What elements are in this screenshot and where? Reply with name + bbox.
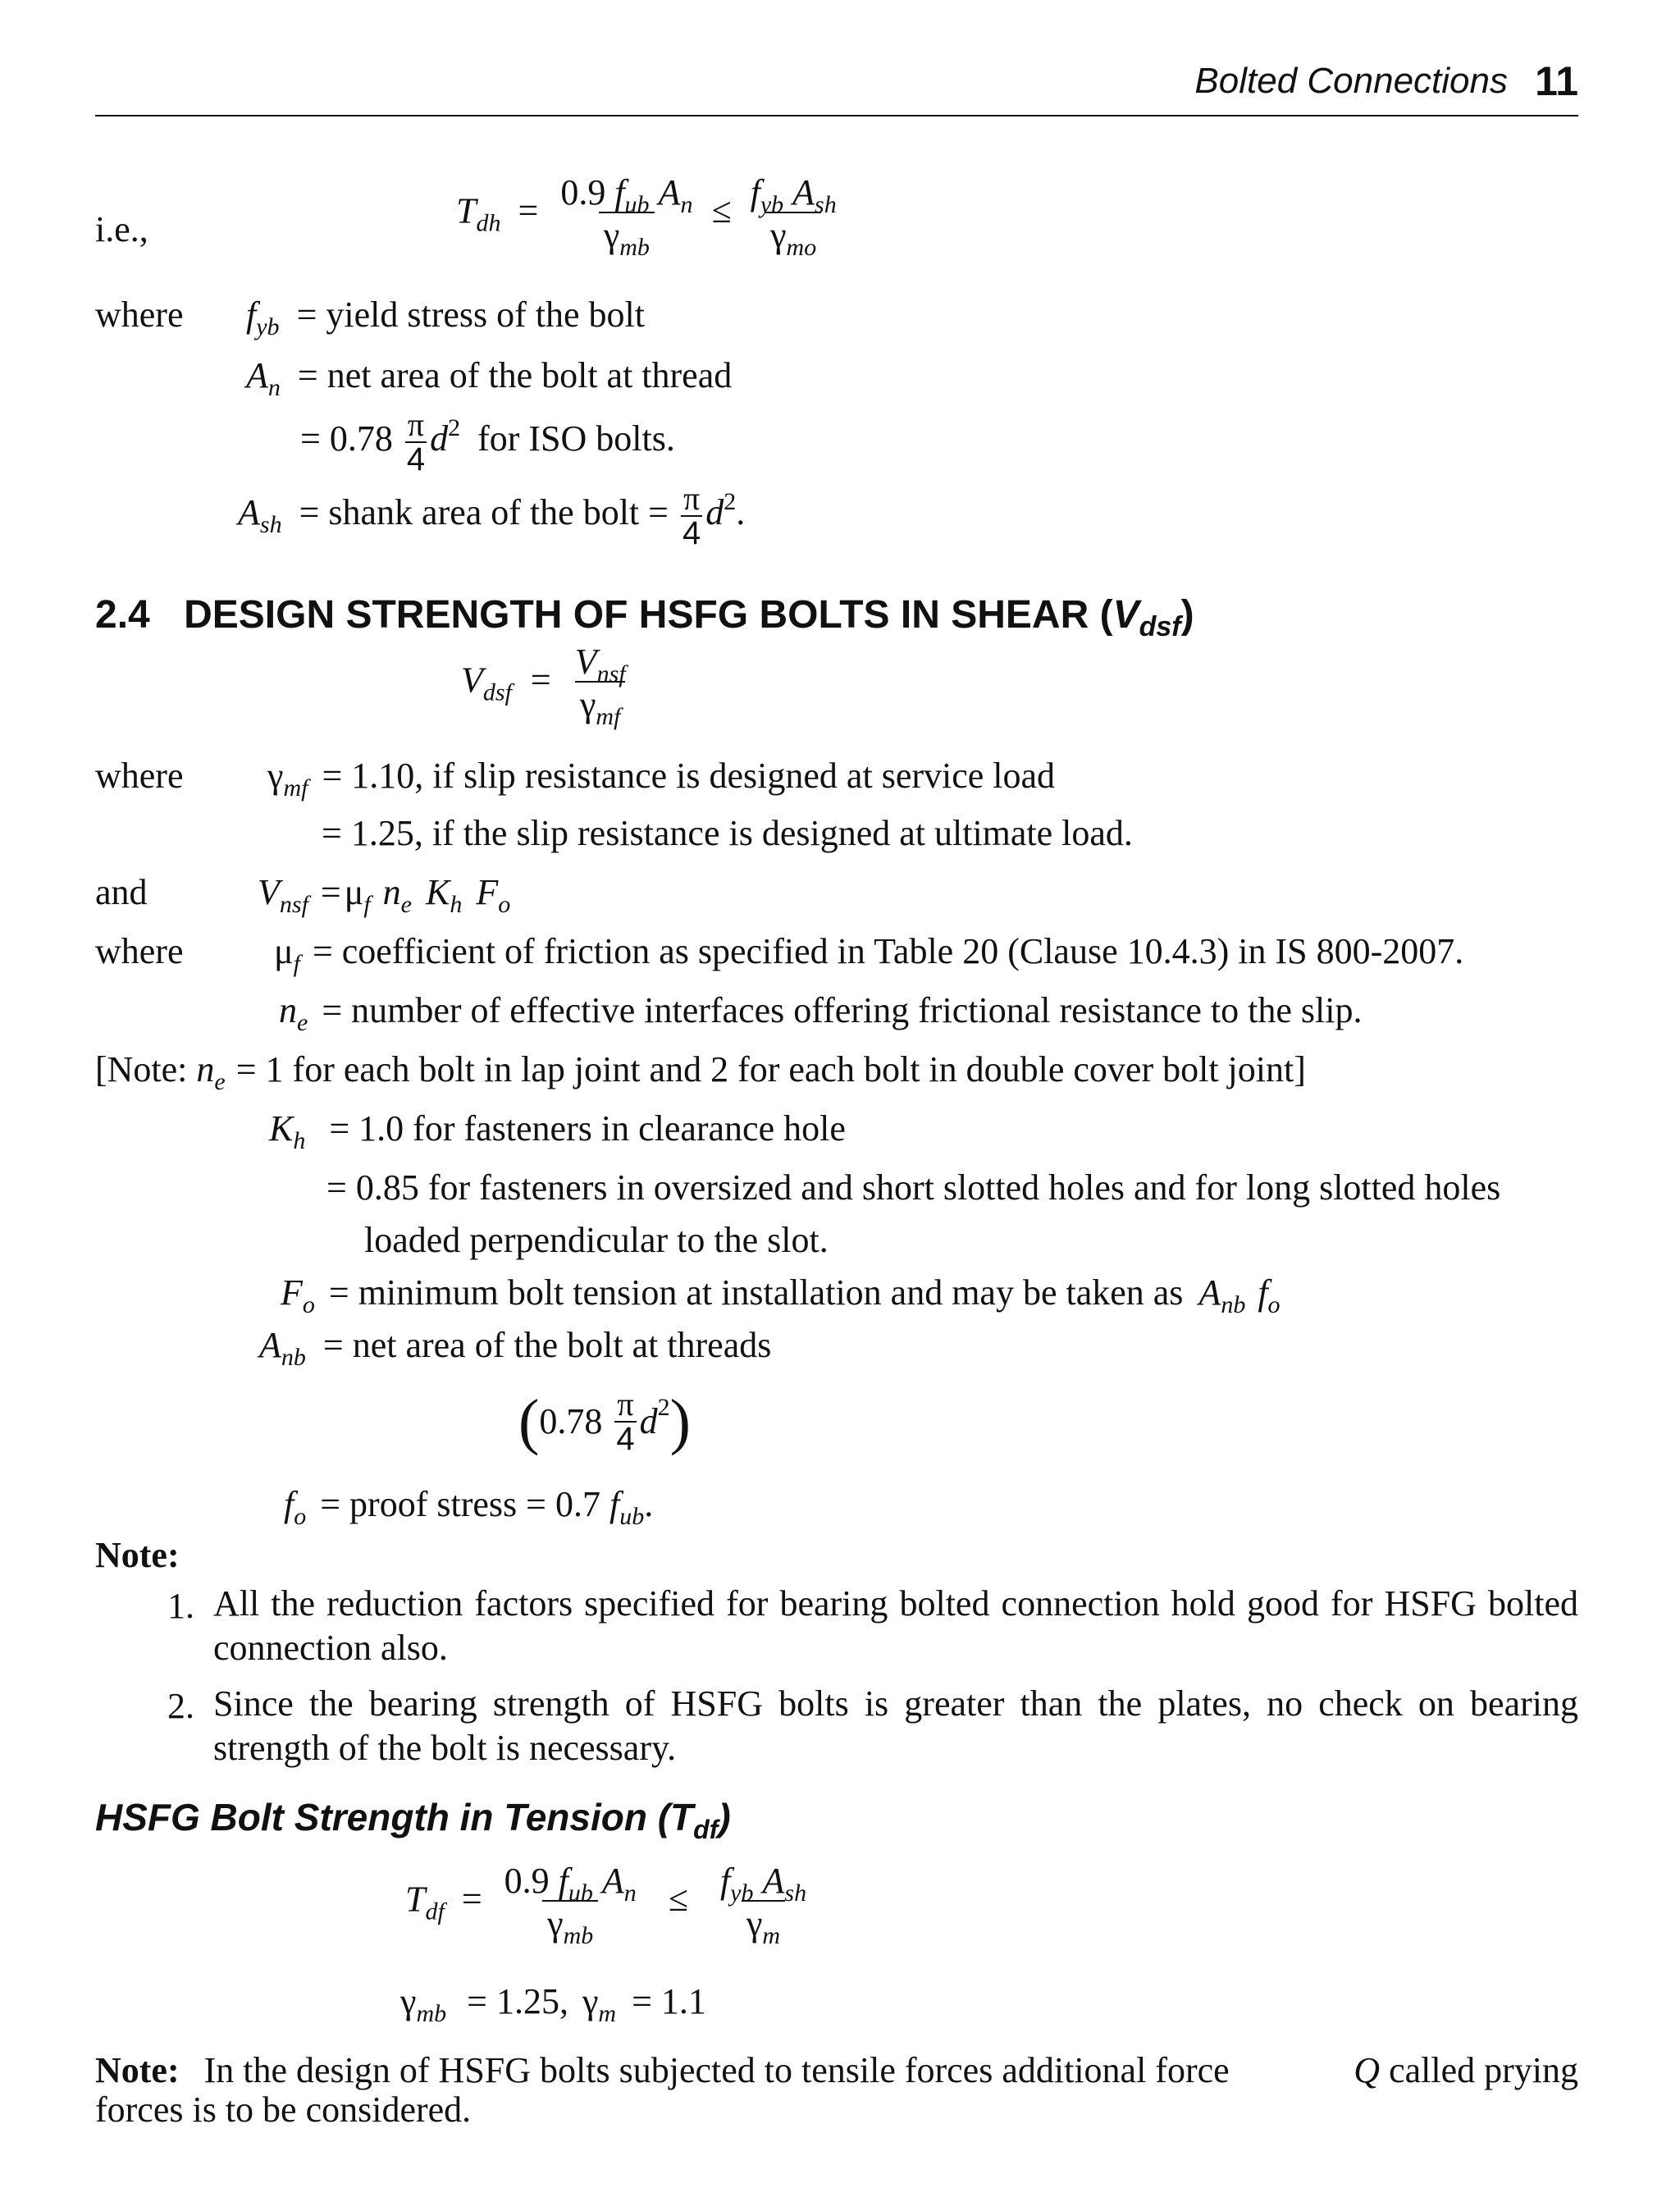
def-ash: $A_{sh}$ = shank area of the bolt = $\frac{\pi}{4}$ $d^2$. <box>238 480 746 551</box>
note-item-1: All the reduction factors specified for bearing bolted connection hold good for HSFG bolted connection also. <box>213 1583 1578 1668</box>
anb-formula: (0.78 $\frac{\pi}{4}$ $d^2$) <box>518 1386 691 1457</box>
where-label-3: where <box>95 931 184 971</box>
def-fyb: $f_{yb}$ = yield stress of the bolt <box>246 295 645 340</box>
note-number-1: 1. <box>167 1586 194 1626</box>
pi-over-4: $\frac{\pi}{4}$ <box>406 406 426 477</box>
def-kh-1: $K_h = 1.0$ for fasteners in clearance hole <box>269 1108 846 1154</box>
notes-label: Note: <box>95 1535 180 1575</box>
fraction-tdf-left: $\frac{0.9 f_{ub} A_n}{\gamma_{mb}}$ <box>504 1861 637 1950</box>
and-label: and <box>95 872 148 912</box>
header-rule <box>95 115 1578 116</box>
def-fo: $F_o$ = minimum bolt tension at installation and may be taken as $A_{nb}$ $f_o$ <box>281 1272 1281 1318</box>
fraction-vdsf: $\frac{V_{nsf}}{\gamma_{mf}}$ <box>574 642 626 731</box>
section-heading: 2.4 DESIGN STRENGTH OF HSFG BOLTS IN SHEAR $(V_{dsf})$ <box>95 593 1194 642</box>
def-kh-2: = 0.85 for fasteners in oversized and short slotted holes and for long slotted holes <box>326 1167 1501 1208</box>
def-mu: $\mu_f$ = coefficient of friction as specified in Table 20 (Clause 10.4.3) in IS 800-2007. <box>274 931 1464 977</box>
def-ne: $n_e$ = number of effective interfaces offering frictional resistance to the slip. <box>279 990 1363 1036</box>
page-number: 11 <box>1535 58 1578 104</box>
def-fo-proof: $f_o$ = proof stress = 0.7 $f_{ub}$. <box>284 1484 654 1530</box>
def-an-formula: = 0.78 $\frac{\pi}{4}$ $d^2$ for ISO bolts. <box>300 406 675 477</box>
fraction-tdh-right: $\frac{f_{yb} A_{sh}}{\gamma_{mo}}$ <box>750 172 837 262</box>
running-title: Bolted Connections <box>1194 61 1508 101</box>
def-gmf-1: $\gamma_{mf} = 1.10$, if slip resistance is designed at service load <box>267 756 1056 802</box>
final-note-line-2: forces is to be considered. <box>95 2090 472 2130</box>
def-kh-3: loaded perpendicular to the slot. <box>364 1220 829 1260</box>
leq-sign: ≤ <box>711 190 732 231</box>
note-number-2: 2. <box>167 1686 194 1726</box>
where-label-1: where <box>95 295 184 335</box>
gamma-values: $\gamma_{mb} = 1.25$, $\gamma_m = 1.1$ <box>400 1981 706 2027</box>
fraction-tdh-left: $\frac{0.9 f_{ub} A_n}{\gamma_{mb}}$ <box>560 172 693 262</box>
final-note-line-1: Note: In the design of HSFG bolts subjected to tensile forces additional force Q called prying <box>95 2050 1578 2090</box>
note-ne: [Note: $n_e = 1$ for each bolt in lap joint and 2 for each bolt in double cover bolt joint] <box>95 1049 1306 1095</box>
section-title: DESIGN STRENGTH OF HSFG BOLTS IN SHEAR ( <box>184 593 1113 637</box>
where-label-2: where <box>95 756 184 796</box>
tdh-subscript: dh <box>476 209 501 237</box>
equation-vdsf: $V_{dsf}$ = $\frac{V_{nsf}}{\gamma_{mf}}$ <box>461 643 631 724</box>
def-gmf-2: = 1.25, if the slip resistance is designed at ultimate load. <box>322 813 1133 853</box>
def-anb: $A_{nb}$ = net area of the bolt at threads <box>259 1325 772 1371</box>
note-item-2: Since the bearing strength of HSFG bolts is greater than the plates, no check on bearing strength of the bolt is necessary. <box>213 1683 1578 1768</box>
ie-label: i.e., <box>95 209 148 249</box>
section-number: 2.4 <box>95 593 150 637</box>
tdh-symbol: T <box>456 190 477 231</box>
subsection-heading: HSFG Bolt Strength in Tension $(T_{df})$ <box>95 1796 731 1844</box>
equation-tdh <box>456 172 842 262</box>
pi-over-4-anb: $\frac{\pi}{4}$ <box>616 1386 635 1457</box>
def-an: $A_n$ = net area of the bolt at thread <box>246 355 733 401</box>
equation-tdf: $T_{df}$ = $\frac{0.9 f_{ub} A_n}{\gamma_{mb}}$ ≤ $\frac{f_{yb} A_{sh}}{\gamma_m}$ <box>405 1862 811 1943</box>
pi-over-4-ash: $\frac{\pi}{4}$ <box>682 480 701 551</box>
fraction-tdf-right: $\frac{f_{yb} A_{sh}}{\gamma_m}$ <box>719 1861 807 1950</box>
equals-sign: = <box>518 190 539 231</box>
def-vnsf: $V_{nsf} =\mu_f$ $n_e$ $K_h$ $F_o$ <box>258 872 511 918</box>
